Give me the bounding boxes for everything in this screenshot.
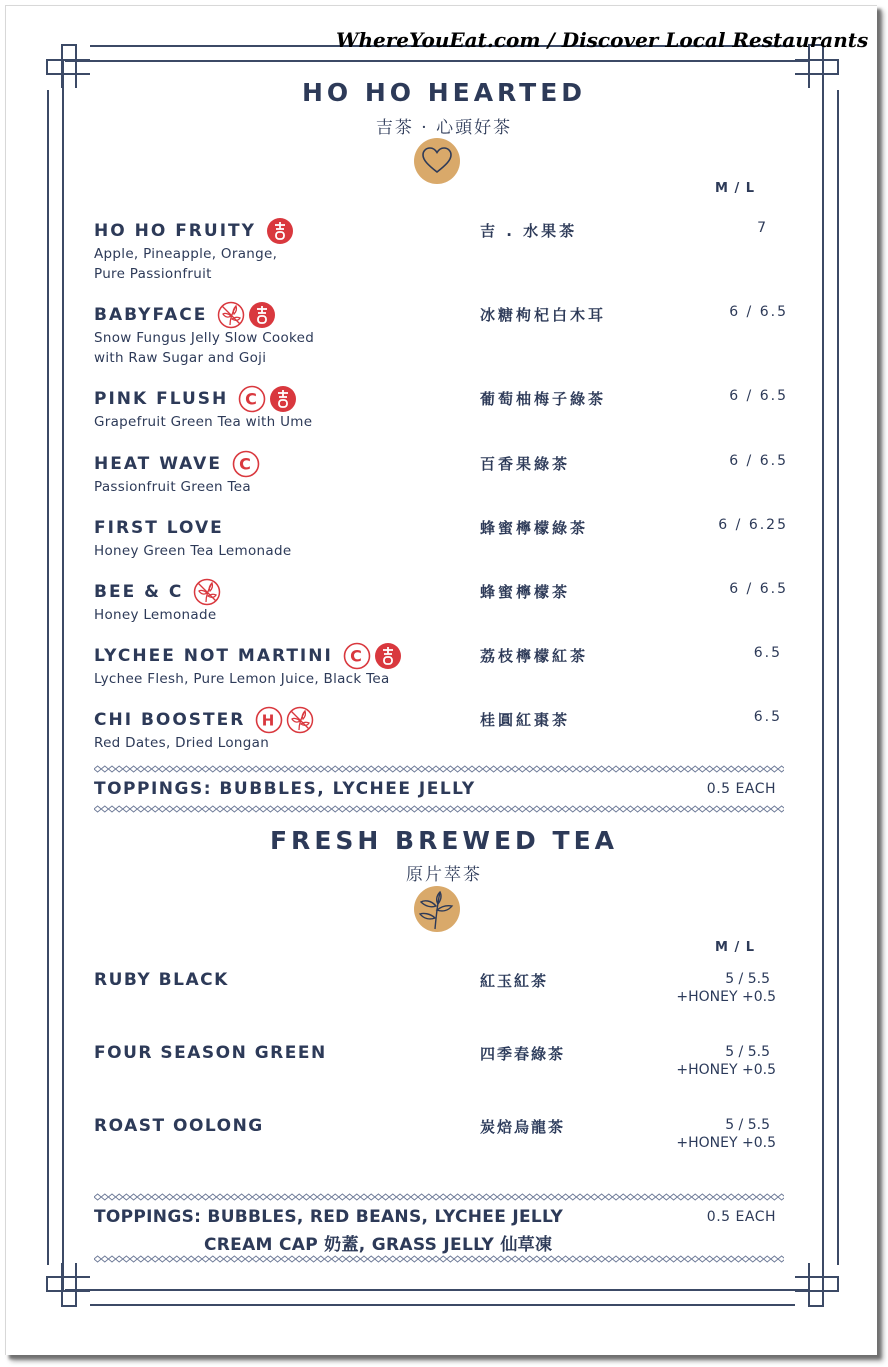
item-chinese-name: 葡萄柚梅子綠茶 (480, 390, 607, 408)
menu-item (94, 218, 794, 284)
item-chinese-name: 蜂蜜檸檬茶 (480, 583, 571, 601)
h-hot-icon (255, 706, 283, 734)
item-name-row (94, 302, 276, 328)
item-name-row (94, 643, 402, 669)
item-name: BEE & C (94, 582, 184, 602)
diamond-divider (94, 765, 784, 773)
menu-item (94, 1043, 776, 1078)
item-name: HO HO FRUITY (94, 221, 256, 241)
item-chinese-name: 荔枝檸檬紅茶 (480, 647, 589, 665)
item-price: 7 (757, 220, 768, 236)
menu-item (94, 579, 794, 625)
menu-item (94, 643, 794, 689)
item-name-row (94, 218, 294, 244)
item-price: 6 / 6.25 (718, 517, 788, 533)
item-tags (193, 578, 221, 606)
item-description: Grapefruit Green Tea with Ume (94, 414, 313, 430)
item-name-row (94, 515, 224, 541)
item-chinese-name: 四季春綠茶 (480, 1045, 566, 1063)
frame-corner-bottom-left-icon (46, 1263, 90, 1307)
heart-icon (414, 138, 460, 184)
item-description: Passionfruit Green Tea (94, 479, 251, 495)
item-name: HEAT WAVE (94, 454, 222, 474)
item-price: 5 / 5.5 (725, 1117, 770, 1133)
svg-text:C: C (349, 646, 364, 666)
item-name: LYCHEE NOT MARTINI (94, 646, 333, 666)
frame-right-inner (822, 60, 824, 1290)
c-cold-icon (232, 450, 260, 478)
toppings-row-1 (94, 779, 776, 799)
item-description: Snow Fungus Jelly Slow Cooked (94, 330, 315, 346)
frame-bottom-outer (90, 1304, 795, 1306)
tea-leaf-icon (193, 578, 221, 606)
frame-right-outer (837, 90, 839, 1265)
item-addon: +HONEY +0.5 (676, 1135, 776, 1151)
diamond-divider (94, 1255, 784, 1263)
item-description: Apple, Pineapple, Orange, (94, 246, 278, 262)
svg-text:H: H (262, 711, 277, 730)
item-name: CHI BOOSTER (94, 710, 246, 730)
ji-icon (269, 385, 297, 413)
item-chinese-name: 紅玉紅茶 (480, 972, 549, 990)
item-chinese-name: 吉 . 水果茶 (480, 222, 578, 240)
item-description: Red Dates, Dried Longan (94, 735, 270, 751)
item-price: 6 / 6.5 (729, 453, 788, 469)
item-chinese-name: 冰糖枸杞白木耳 (480, 306, 607, 324)
section-subtitle-chinese: 吉茶 · 心頭好茶 (375, 118, 513, 138)
item-chinese-name: 炭焙烏龍茶 (480, 1118, 566, 1136)
item-tags (266, 217, 294, 245)
item-price-block (676, 970, 776, 1006)
item-description-line2: with Raw Sugar and Goji (94, 350, 267, 366)
item-description-line2: Pure Passionfruit (94, 266, 212, 282)
diamond-divider (94, 805, 784, 813)
frame-bottom-inner (65, 1289, 810, 1291)
tea-sprig-icon (414, 886, 460, 932)
tea-leaf-icon (217, 301, 245, 329)
item-name-row (94, 707, 314, 733)
ji-icon (266, 217, 294, 245)
svg-text:C: C (239, 454, 253, 474)
item-chinese-name: 桂圓紅棗茶 (480, 711, 571, 729)
item-description: Honey Lemonade (94, 607, 217, 623)
toppings-price: 0.5 EACH (706, 781, 776, 797)
frame-left-inner (62, 60, 64, 1290)
item-name: FIRST LOVE (94, 518, 224, 538)
menu-item (94, 451, 794, 497)
section-title-fresh-brewed-tea: FRESH BREWED TEA (269, 826, 618, 855)
item-description: Lychee Flesh, Pure Lemon Juice, Black Tea (94, 671, 390, 687)
menu-item (94, 386, 794, 432)
watermark-text: WhereYouEat.com / Discover Local Restaurants (336, 28, 869, 52)
item-name: RUBY BLACK (94, 970, 229, 990)
frame-top-inner (65, 60, 810, 62)
item-name-row (94, 386, 297, 412)
size-header-m-l: M / L (715, 940, 756, 955)
toppings-price: 0.5 EACH (706, 1209, 776, 1225)
item-addon: +HONEY +0.5 (676, 1062, 776, 1078)
frame-corner-bottom-right-icon (795, 1263, 839, 1307)
item-price: 6 / 6.5 (729, 581, 788, 597)
item-price: 6 / 6.5 (729, 304, 788, 320)
svg-text:C: C (245, 389, 260, 409)
item-tags (255, 706, 314, 734)
tea-leaf-icon (286, 706, 314, 734)
toppings-label: TOPPINGS: BUBBLES, LYCHEE JELLY (94, 779, 476, 799)
item-tags (217, 301, 276, 329)
item-tags (343, 642, 402, 670)
c-cold-icon (343, 642, 371, 670)
menu-item (94, 707, 794, 753)
menu-item (94, 515, 794, 561)
item-name-row (94, 451, 260, 477)
menu-item (94, 1116, 776, 1151)
item-chinese-name: 蜂蜜檸檬綠茶 (480, 519, 589, 537)
item-price: 5 / 5.5 (725, 1044, 770, 1060)
item-name: PINK FLUSH (94, 389, 229, 409)
item-name: ROAST OOLONG (94, 1116, 264, 1136)
item-tags (232, 450, 260, 478)
toppings-label-line2: CREAM CAP 奶蓋, GRASS JELLY 仙草凍 (204, 1235, 553, 1255)
c-cold-icon (238, 385, 266, 413)
toppings-row-2 (94, 1207, 776, 1255)
item-name-row (94, 579, 221, 605)
menu-item (94, 302, 794, 368)
item-addon: +HONEY +0.5 (676, 989, 776, 1005)
toppings-label-line1: TOPPINGS: BUBBLES, RED BEANS, LYCHEE JELLY (94, 1207, 564, 1227)
item-price-block (676, 1043, 776, 1079)
item-description: Honey Green Tea Lemonade (94, 543, 292, 559)
item-name: BABYFACE (94, 305, 208, 325)
section-title-ho-ho-hearted: HO HO HEARTED (301, 78, 587, 107)
item-price: 6.5 (753, 645, 782, 661)
item-tags (238, 385, 297, 413)
item-price: 6.5 (753, 709, 782, 725)
item-price-block (676, 1116, 776, 1152)
size-header-m-l: M / L (715, 181, 756, 196)
diamond-divider (94, 1193, 784, 1201)
item-price: 6 / 6.5 (729, 388, 788, 404)
section-subtitle-chinese: 原片萃茶 (406, 865, 482, 885)
item-name: FOUR SEASON GREEN (94, 1043, 327, 1063)
ji-icon (374, 642, 402, 670)
item-chinese-name: 百香果綠茶 (480, 455, 571, 473)
menu-item (94, 970, 776, 1005)
item-price: 5 / 5.5 (725, 971, 770, 987)
ji-icon (248, 301, 276, 329)
frame-left-outer (47, 90, 49, 1265)
